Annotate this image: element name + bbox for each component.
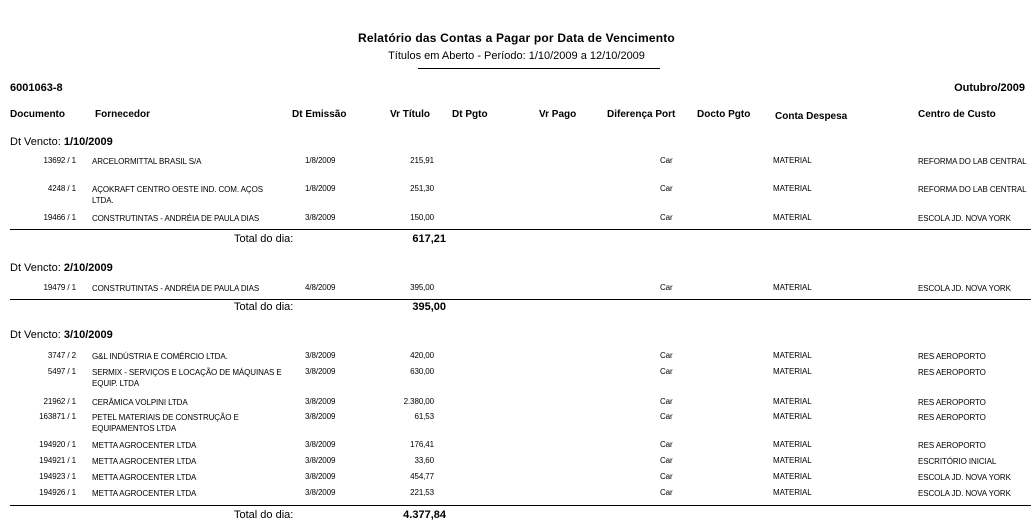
row-diferenca-port: Car — [660, 367, 673, 376]
row-fornecedor: CONSTRUTINTAS - ANDRÉIA DE PAULA DIAS — [92, 214, 260, 223]
row-conta-despesa: MATERIAL — [773, 213, 812, 222]
row-fornecedor: AÇOKRAFT CENTRO OESTE IND. COM. AÇOS LTDA. — [92, 185, 263, 205]
col-conta-despesa: Conta Despesa — [775, 111, 848, 122]
row-conta-despesa: MATERIAL — [773, 367, 812, 376]
row-conta-despesa: MATERIAL — [773, 283, 812, 292]
row-centro-custo: RES AEROPORTO — [918, 368, 986, 377]
row-centro-custo: ESCOLA JD. NOVA YORK — [918, 284, 1011, 293]
row-documento: 5497 / 1 — [47, 367, 76, 376]
row-dt-emissao: 4/8/2009 — [305, 283, 336, 292]
title-divider — [418, 68, 660, 69]
row-diferenca-port: Car — [660, 472, 673, 481]
row-vr-titulo: 420,00 — [410, 351, 434, 360]
row-dt-emissao: 3/8/2009 — [305, 440, 336, 449]
row-vr-titulo: 630,00 — [410, 367, 434, 376]
day-total-value: 4.377,84 — [403, 509, 446, 521]
row-documento: 163871 / 1 — [39, 412, 76, 421]
group-total-divider — [10, 505, 1031, 506]
row-vr-titulo: 454,77 — [410, 472, 434, 481]
row-fornecedor: ARCELORMITTAL BRASIL S/A — [92, 157, 202, 166]
row-diferenca-port: Car — [660, 397, 673, 406]
row-dt-emissao: 3/8/2009 — [305, 488, 336, 497]
row-diferenca-port: Car — [660, 283, 673, 292]
row-dt-emissao: 1/8/2009 — [305, 156, 336, 165]
row-dt-emissao: 1/8/2009 — [305, 184, 336, 193]
row-diferenca-port: Car — [660, 412, 673, 421]
row-diferenca-port: Car — [660, 213, 673, 222]
col-fornecedor: Fornecedor — [95, 109, 151, 120]
row-centro-custo: REFORMA DO LAB CENTRAL — [918, 157, 1027, 166]
row-fornecedor: G&L INDÚSTRIA E COMÉRCIO LTDA. — [92, 352, 228, 361]
row-fornecedor: SERMIX - SERVIÇOS E LOCAÇÃO DE MÁQUINAS E EQUIP. LTDA — [92, 368, 282, 388]
row-diferenca-port: Car — [660, 488, 673, 497]
row-centro-custo: RES AEROPORTO — [918, 398, 986, 407]
col-centro-custo: Centro de Custo — [918, 109, 996, 120]
row-documento: 194921 / 1 — [39, 456, 76, 465]
row-centro-custo: ESCRITÓRIO INICIAL — [918, 457, 997, 466]
day-total-value: 395,00 — [412, 301, 446, 313]
row-diferenca-port: Car — [660, 456, 673, 465]
row-conta-despesa: MATERIAL — [773, 397, 812, 406]
group-total-divider — [10, 229, 1031, 230]
group-total-divider — [10, 299, 1031, 300]
row-fornecedor: METTA AGROCENTER LTDA — [92, 441, 197, 450]
row-centro-custo: RES AEROPORTO — [918, 441, 986, 450]
row-vr-titulo: 215,91 — [410, 156, 434, 165]
row-fornecedor: CONSTRUTINTAS - ANDRÉIA DE PAULA DIAS — [92, 284, 260, 293]
row-vr-titulo: 176,41 — [410, 440, 434, 449]
row-fornecedor: METTA AGROCENTER LTDA — [92, 489, 197, 498]
day-total-label: Total do dia: — [234, 301, 294, 313]
due-date-value: 2/10/2009 — [63, 262, 113, 274]
row-dt-emissao: 3/8/2009 — [305, 472, 336, 481]
col-diferenca-port: Diferença Port — [607, 109, 676, 120]
col-docto-pgto: Docto Pgto — [697, 109, 751, 120]
row-documento: 194926 / 1 — [39, 488, 76, 497]
row-vr-titulo: 251,30 — [410, 184, 434, 193]
row-dt-emissao: 3/8/2009 — [305, 351, 336, 360]
row-documento: 3747 / 2 — [47, 351, 76, 360]
row-vr-titulo: 33,60 — [414, 456, 434, 465]
report-title: Relatório das Contas a Pagar por Data de Vencimento — [358, 31, 675, 45]
due-date-group-header — [10, 262, 113, 274]
col-vr-pago: Vr Pago — [539, 109, 577, 120]
row-centro-custo: ESCOLA JD. NOVA YORK — [918, 214, 1011, 223]
row-fornecedor: CERÂMICA VOLPINI LTDA — [92, 398, 188, 407]
row-dt-emissao: 3/8/2009 — [305, 367, 336, 376]
row-centro-custo: REFORMA DO LAB CENTRAL — [918, 185, 1027, 194]
col-vr-titulo: Vr Título — [390, 109, 430, 120]
row-centro-custo: RES AEROPORTO — [918, 352, 986, 361]
document-id: 6001063-8 — [10, 82, 63, 94]
due-date-value: 3/10/2009 — [63, 329, 113, 341]
due-date-value: 1/10/2009 — [63, 136, 113, 148]
row-documento: 19479 / 1 — [43, 283, 76, 292]
row-dt-emissao: 3/8/2009 — [305, 412, 336, 421]
row-conta-despesa: MATERIAL — [773, 472, 812, 481]
day-total-label: Total do dia: — [234, 233, 294, 245]
col-dt-emissao: Dt Emissão — [292, 109, 347, 120]
row-documento: 13692 / 1 — [43, 156, 76, 165]
due-date-label: Dt Vencto: — [10, 329, 61, 341]
row-conta-despesa: MATERIAL — [773, 440, 812, 449]
row-documento: 194920 / 1 — [39, 440, 76, 449]
row-fornecedor: METTA AGROCENTER LTDA — [92, 457, 197, 466]
due-date-label: Dt Vencto: — [10, 136, 61, 148]
row-fornecedor: METTA AGROCENTER LTDA — [92, 473, 197, 482]
day-total-label: Total do dia: — [234, 509, 294, 521]
row-vr-titulo: 61,53 — [414, 412, 434, 421]
due-date-group-header — [10, 329, 113, 341]
row-documento: 194923 / 1 — [39, 472, 76, 481]
row-conta-despesa: MATERIAL — [773, 156, 812, 165]
col-dt-pgto: Dt Pgto — [452, 109, 488, 120]
row-diferenca-port: Car — [660, 440, 673, 449]
report-subtitle: Títulos em Aberto - Período: 1/10/2009 a 12/10/2009 — [388, 50, 645, 62]
row-conta-despesa: MATERIAL — [773, 184, 812, 193]
row-centro-custo: ESCOLA JD. NOVA YORK — [918, 473, 1011, 482]
day-total-value: 617,21 — [412, 233, 446, 245]
row-diferenca-port: Car — [660, 184, 673, 193]
row-centro-custo: ESCOLA JD. NOVA YORK — [918, 489, 1011, 498]
row-conta-despesa: MATERIAL — [773, 351, 812, 360]
row-conta-despesa: MATERIAL — [773, 488, 812, 497]
col-documento: Documento — [10, 109, 65, 120]
row-conta-despesa: MATERIAL — [773, 412, 812, 421]
row-documento: 21962 / 1 — [43, 397, 76, 406]
row-fornecedor: PETEL MATERIAIS DE CONSTRUÇÃO E EQUIPAMENTOS LTDA — [92, 413, 239, 433]
row-documento: 19466 / 1 — [43, 213, 76, 222]
row-dt-emissao: 3/8/2009 — [305, 397, 336, 406]
row-diferenca-port: Car — [660, 351, 673, 360]
row-conta-despesa: MATERIAL — [773, 456, 812, 465]
row-dt-emissao: 3/8/2009 — [305, 456, 336, 465]
row-vr-titulo: 395,00 — [410, 283, 434, 292]
row-dt-emissao: 3/8/2009 — [305, 213, 336, 222]
row-diferenca-port: Car — [660, 156, 673, 165]
due-date-label: Dt Vencto: — [10, 262, 61, 274]
row-centro-custo: RES AEROPORTO — [918, 413, 986, 422]
due-date-group-header — [10, 136, 113, 148]
row-documento: 4248 / 1 — [47, 184, 76, 193]
report-period: Outubro/2009 — [954, 82, 1025, 94]
row-vr-titulo: 2.380,00 — [403, 397, 434, 406]
row-vr-titulo: 150,00 — [410, 213, 434, 222]
row-vr-titulo: 221,53 — [410, 488, 434, 497]
